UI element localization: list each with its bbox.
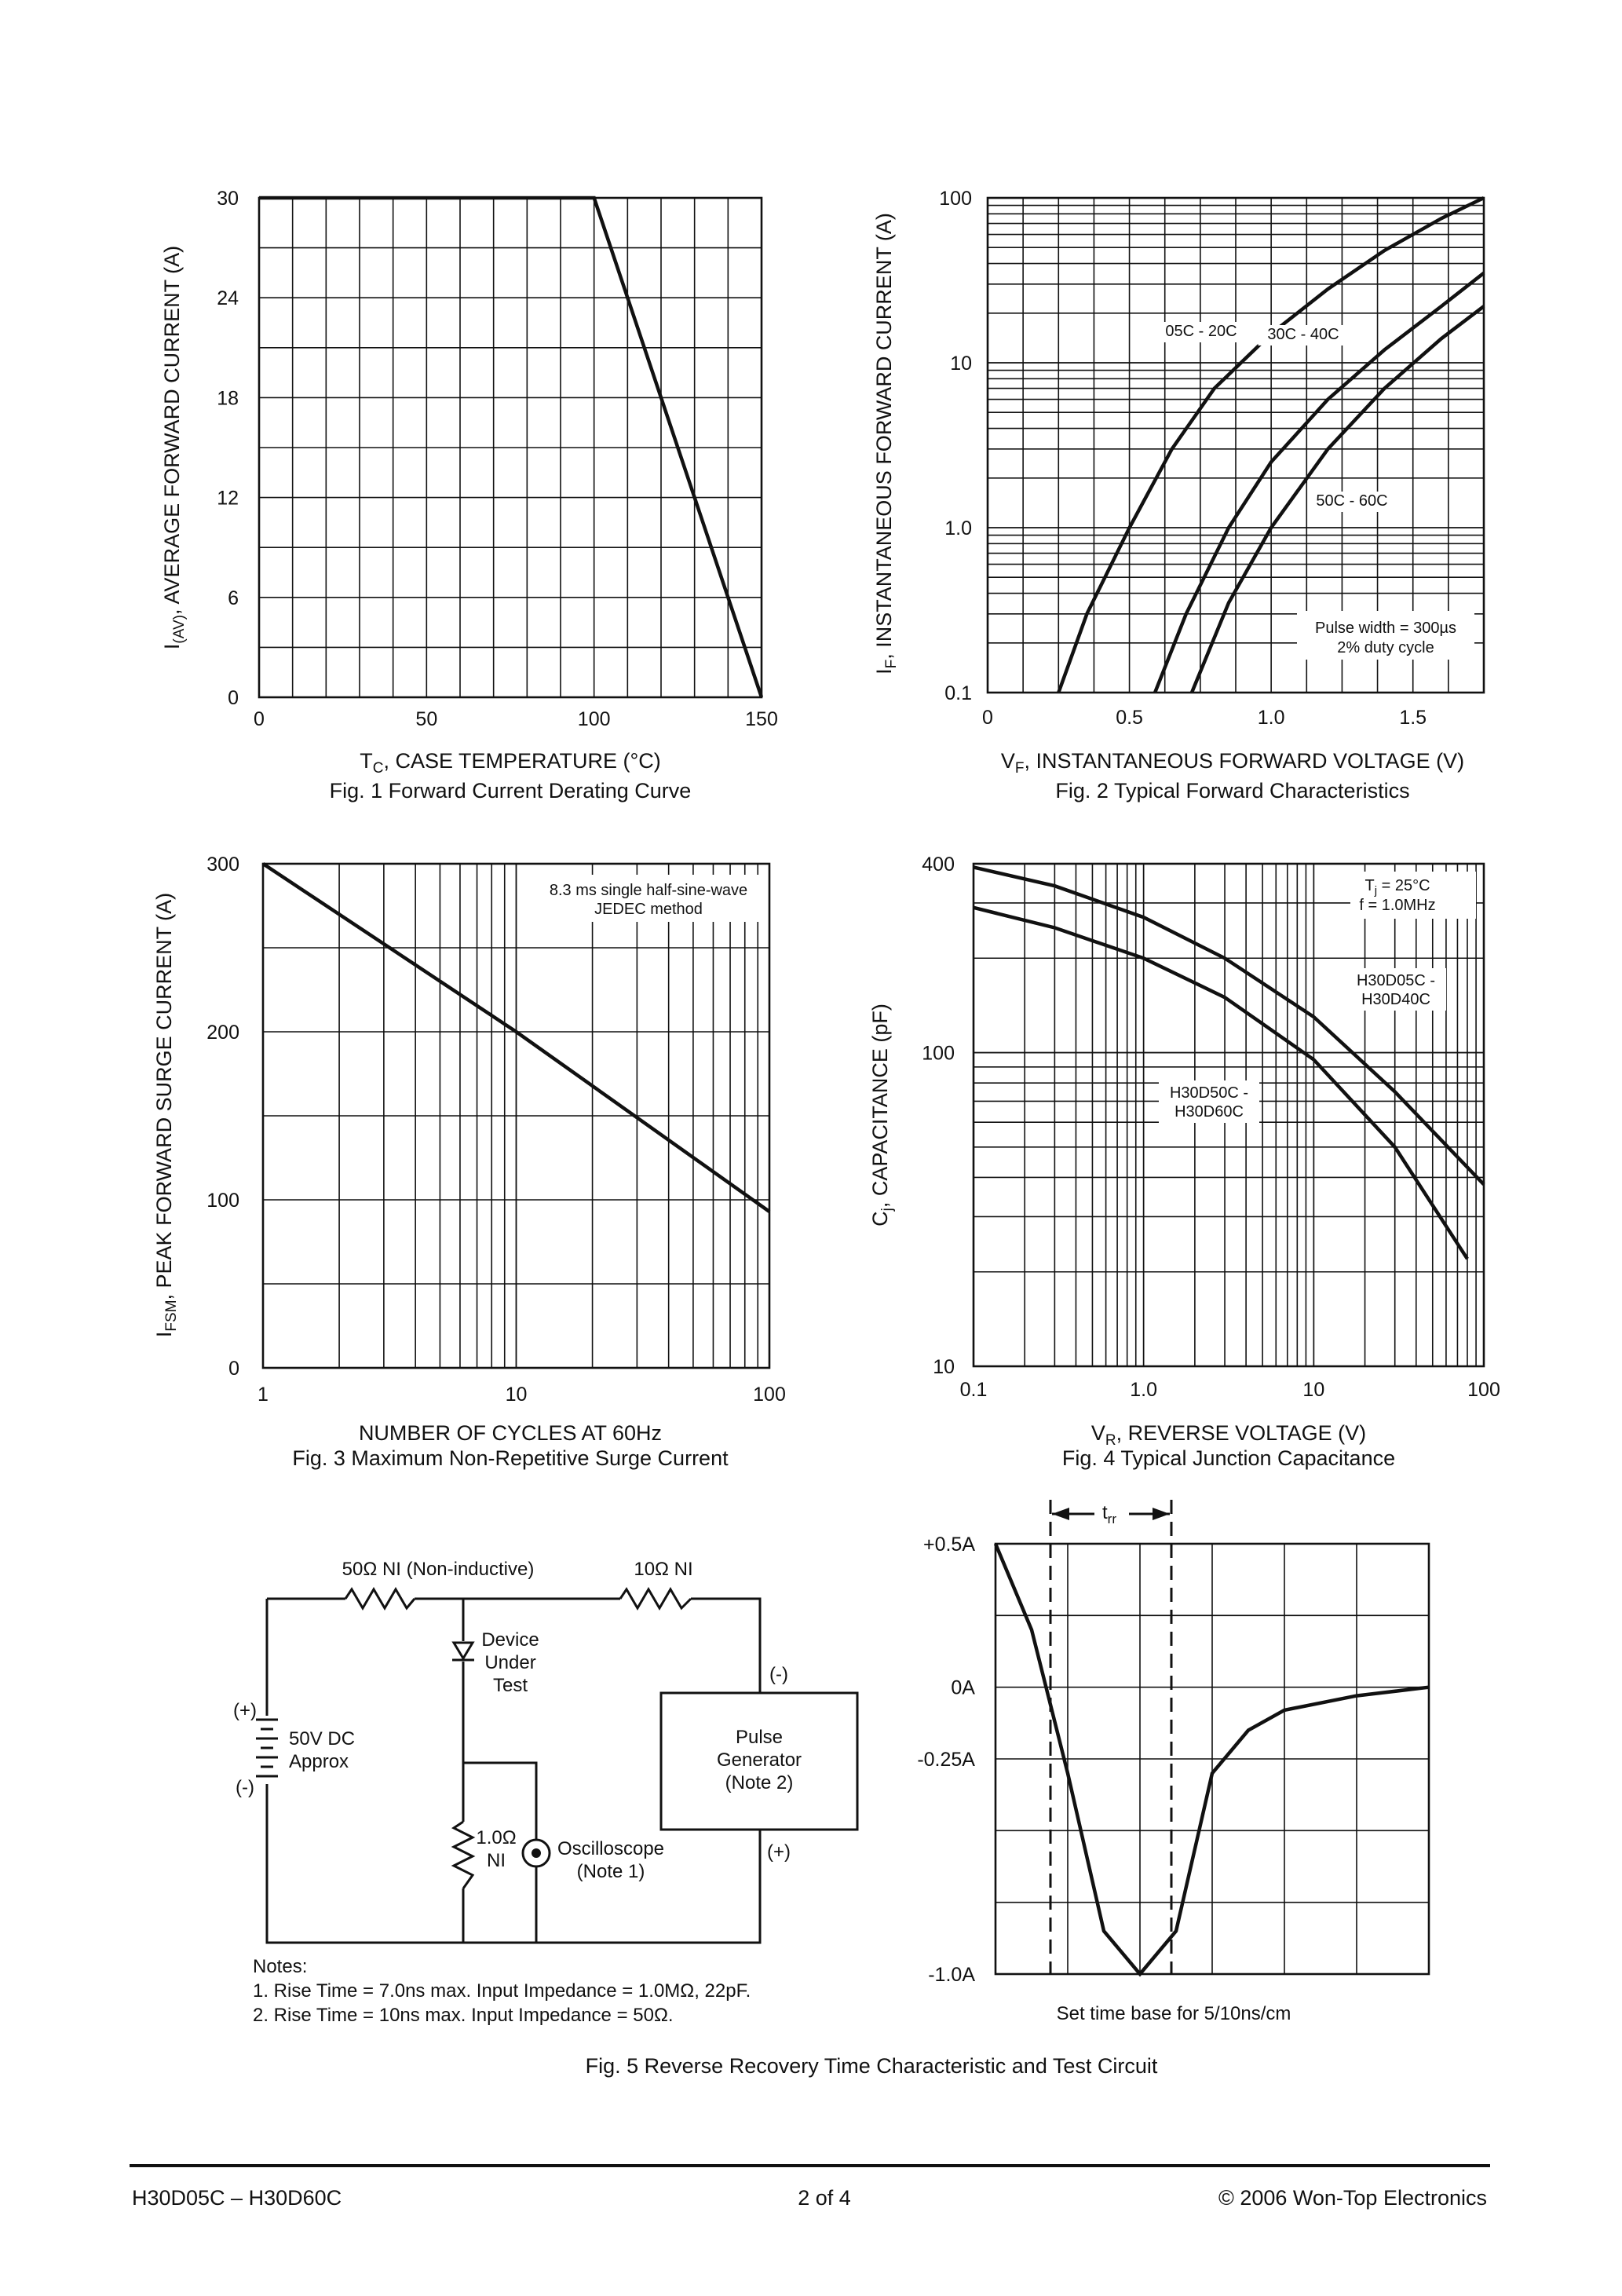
battery-icon [256, 1720, 278, 1776]
generator-label-3: (Note 2) [725, 1772, 794, 1793]
fig1-x-tick: 150 [745, 708, 778, 730]
fig3-y-label: $I_{FSM}$, PEAK FORWARD SURGE CURRENT (A) [152, 892, 180, 1338]
fig4-x-tick: 1.0 [1130, 1379, 1158, 1401]
r3-label-1: 1.0Ω [476, 1827, 517, 1848]
fig2-series-label: 50C - 60C [1316, 492, 1388, 510]
fig4-series-label: H30D60C [1174, 1103, 1244, 1121]
battery-minus-label: (-) [236, 1777, 254, 1798]
note-1: 1. Rise Time = 7.0ns max. Input Impedance = 1.0MΩ, 22pF. [253, 1980, 751, 2002]
fig4-capacitance-chart [868, 854, 1500, 1470]
fig1-x-tick: 0 [254, 708, 265, 730]
fig4-series-label: H30D40C [1361, 991, 1430, 1008]
note-2: 2. Rise Time = 10ns max. Input Impedance = 50Ω. [253, 2005, 674, 2026]
fig2-y-tick: 10 [950, 353, 972, 375]
generator-label-1: Pulse [735, 1727, 784, 1748]
fig5-y-tick: +0.5A [922, 1534, 975, 1556]
fig1-y-tick: 0 [228, 687, 239, 709]
fig3-note-line1: 8.3 ms single half-sine-wave [549, 882, 748, 899]
fig2-forward-chart [872, 188, 1484, 803]
fig4-note-line2: f = 1.0MHz [1359, 897, 1436, 914]
battery-label-2: Approx [289, 1751, 349, 1772]
fig4-x-tick: 0.1 [959, 1379, 988, 1401]
fig5-y-tick: -1.0A [928, 1964, 975, 1986]
notes-title: Notes: [253, 1956, 308, 1977]
resistor-10-ohm-icon [620, 1589, 691, 1608]
fig1-derating-chart [160, 188, 778, 803]
fig2-series-label: 05C - 20C [1165, 323, 1237, 340]
fig4-series-label: H30D05C - [1356, 972, 1436, 989]
r2-label: 10Ω NI [634, 1559, 693, 1580]
fig4-y-tick: 10 [933, 1356, 955, 1378]
battery-label-1: 50V DC [289, 1728, 356, 1749]
fig2-y-label: $I_F$, INSTANTANEOUS FORWARD CURRENT (A) [872, 213, 900, 675]
footer-page-number: 2 of 4 [798, 2186, 851, 2210]
fig4-x-tick: 100 [1467, 1379, 1500, 1401]
dut-label-2: Under [484, 1652, 536, 1673]
fig4-x-tick: 10 [1302, 1379, 1325, 1401]
fig3-y-tick: 300 [206, 854, 239, 876]
fig4-caption: Fig. 4 Typical Junction Capacitance [1061, 1446, 1396, 1470]
timebase-label: Set time base for 5/10ns/cm [1056, 2003, 1291, 2024]
oscilloscope-connector-icon [523, 1840, 550, 1866]
fig1-caption: Fig. 1 Forward Current Derating Curve [329, 779, 692, 803]
fig2-note-line2: 2% duty cycle [1337, 639, 1434, 656]
fig2-y-tick: 0.1 [944, 682, 972, 704]
dut-label-3: Test [492, 1675, 528, 1696]
fig2-series-label: 30C - 40C [1267, 326, 1339, 343]
fig5-recovery-chart [917, 1500, 1429, 2024]
fig5-y-tick: 0A [951, 1676, 975, 1699]
fig1-y-tick: 18 [217, 387, 239, 410]
battery-plus-label: (+) [233, 1700, 257, 1721]
resistor-50-ohm-icon [345, 1589, 415, 1608]
fig1-x-tick: 100 [577, 708, 611, 730]
dut-label-1: Device [481, 1629, 539, 1651]
generator-plus-label: (+) [767, 1841, 791, 1863]
fig1-y-tick: 30 [217, 188, 239, 210]
fig3-x-label: NUMBER OF CYCLES AT 60Hz [358, 1421, 663, 1445]
fig1-y-tick: 24 [217, 287, 239, 310]
fig4-y-tick: 400 [922, 854, 955, 876]
fig2-x-label: $V_F$, INSTANTANEOUS FORWARD VOLTAGE (V) [1000, 749, 1465, 777]
trr-label: $t_{rr}$ [1102, 1502, 1116, 1526]
fig1-y-tick: 6 [228, 587, 239, 609]
fig5-y-tick: -0.25A [917, 1749, 975, 1771]
fig4-series-label: H30D50C - [1169, 1084, 1249, 1102]
oscilloscope-label-1: Oscilloscope [557, 1838, 665, 1859]
fig3-y-tick: 100 [206, 1190, 239, 1212]
r1-label: 50Ω NI (Non-inductive) [342, 1559, 535, 1580]
fig1-x-tick: 50 [415, 708, 438, 730]
fig1-y-label: $I_{(AV)}$, AVERAGE FORWARD CURRENT (A) [160, 245, 188, 650]
fig3-x-tick: 10 [505, 1384, 528, 1406]
fig3-x-tick: 1 [258, 1384, 269, 1406]
fig1-y-tick: 12 [217, 487, 239, 510]
fig1-x-label: $T_C$, CASE TEMPERATURE (°C) [360, 749, 661, 777]
footer-copyright: © 2006 Won-Top Electronics [1218, 2186, 1487, 2210]
trr-arrowhead-left-icon [1052, 1508, 1069, 1520]
fig2-caption: Fig. 2 Typical Forward Characteristics [1055, 779, 1410, 803]
fig2-y-tick: 100 [939, 188, 972, 210]
fig3-y-tick: 0 [228, 1358, 239, 1380]
generator-label-2: Generator [716, 1749, 802, 1771]
trr-arrowhead-right-icon [1153, 1508, 1170, 1520]
fig2-note-line1: Pulse width = 300µs [1315, 620, 1456, 637]
generator-minus-label: (-) [769, 1664, 788, 1685]
fig3-surge-chart [152, 854, 786, 1470]
r3-label-2: NI [487, 1850, 506, 1871]
fig4-y-tick: 100 [922, 1042, 955, 1065]
fig2-y-tick: 1.0 [944, 517, 972, 539]
resistor-1-ohm-icon [454, 1822, 473, 1888]
diode-icon [452, 1643, 474, 1660]
fig5-test-circuit [233, 1559, 857, 2026]
fig2-x-tick: 1.5 [1399, 707, 1427, 729]
oscilloscope-label-2: (Note 1) [576, 1861, 645, 1882]
fig3-y-tick: 200 [206, 1022, 239, 1044]
fig2-x-tick: 0.5 [1116, 707, 1143, 729]
fig4-note-line1: $T_j = 25^\circ C$ [1364, 877, 1430, 898]
fig3-note-line2: JEDEC method [594, 901, 703, 918]
fig3-caption: Fig. 3 Maximum Non-Repetitive Surge Current [292, 1446, 729, 1470]
footer-part-number: H30D05C – H30D60C [132, 2186, 342, 2210]
fig2-x-tick: 1.0 [1257, 707, 1285, 729]
fig4-x-label: $V_R$, REVERSE VOLTAGE (V) [1090, 1421, 1367, 1449]
fig2-x-tick: 0 [982, 707, 993, 729]
fig4-y-label: $C_j$, CAPACITANCE (pF) [868, 1004, 896, 1227]
fig3-x-tick: 100 [753, 1384, 786, 1406]
fig5-caption: Fig. 5 Reverse Recovery Time Characteristic and Test Circuit [585, 2054, 1158, 2078]
